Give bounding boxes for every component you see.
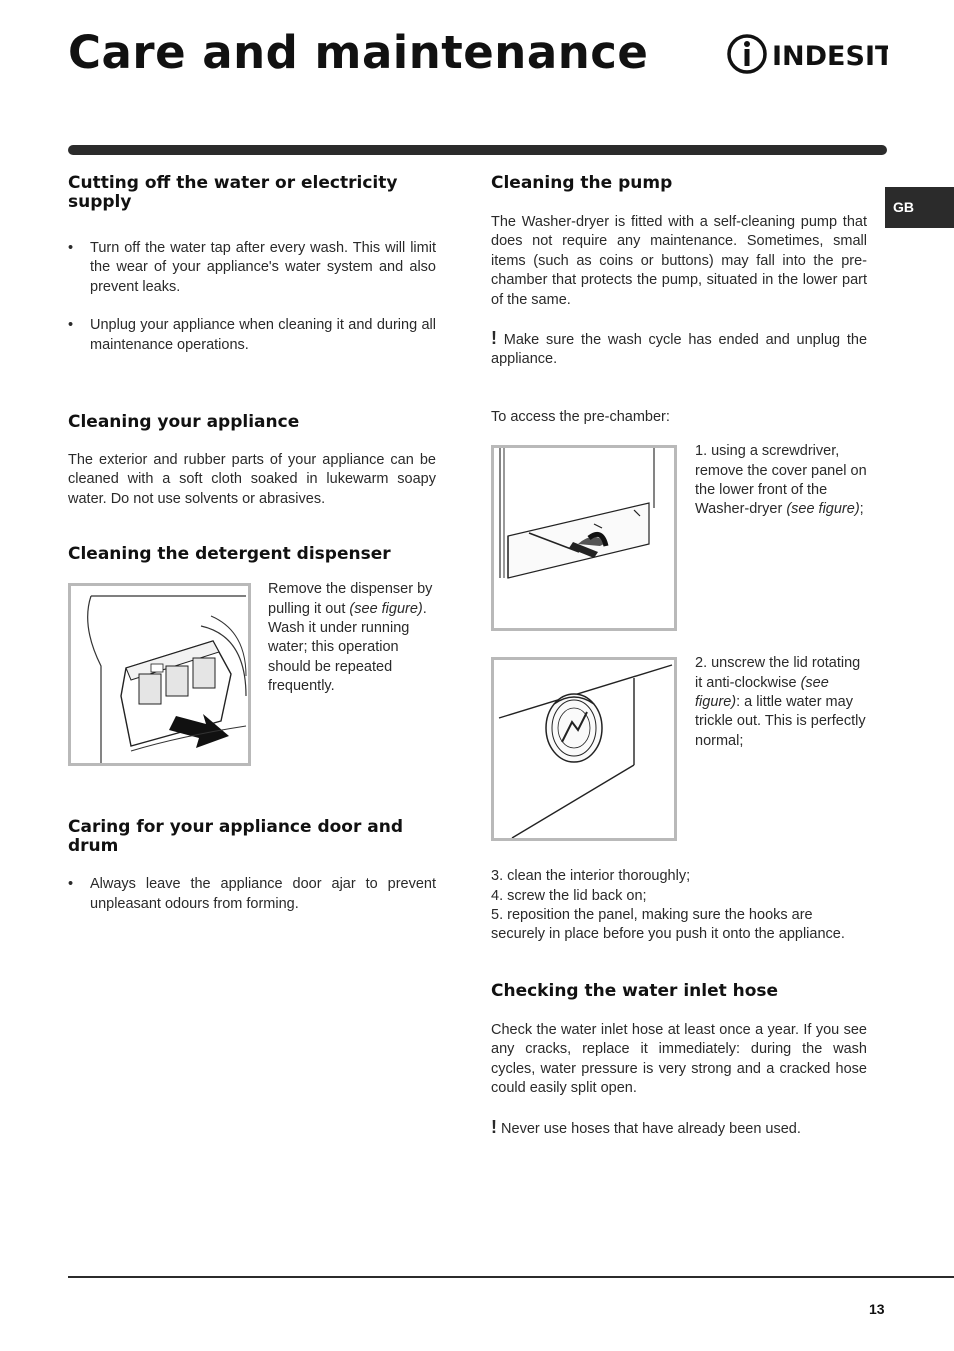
- screwdriver-illustration: [494, 448, 674, 628]
- detergent-text: [268, 580, 436, 696]
- dispenser-figure: [68, 583, 251, 766]
- steps-list: [491, 867, 867, 945]
- lid-illustration: [494, 660, 674, 838]
- detergent-block: [68, 583, 436, 771]
- see-figure-note: (see figure): [695, 674, 829, 711]
- step1-text: 1. using a screwdriver, remove the cover panel on the lower front of the Washer-dryer (see figure);: [695, 443, 867, 518]
- left-column: [68, 174, 436, 914]
- cleaning-appliance-text: The exterior and rubber parts of your appliance can be cleaned with a soft cloth soaked in lukewarm soapy water. Do not use solvents or abrasives.: [68, 452, 436, 507]
- list-item: • Always leave the appliance door ajar to prevent unpleasant odours from forming.: [68, 875, 436, 914]
- heading-cleaning-appliance: Cleaning your appliance: [68, 412, 300, 433]
- step2-text: 2. unscrew the lid rotating it anti-clockwise (see figure): a little water may trickle out. This is perfectly normal;: [695, 655, 866, 749]
- indesit-logo-icon: [726, 32, 888, 76]
- warning-mark: !: [491, 1116, 497, 1137]
- language-tab: GB: [885, 187, 954, 228]
- detergent-text-3: Wash it under running water; this operation should be repeated frequently.: [268, 620, 410, 695]
- list-item: • Unplug your appliance when cleaning it and during all maintenance operations.: [68, 316, 436, 355]
- indesit-logo: [726, 32, 888, 76]
- hose-warning: ! Never use hoses that have already been used.: [491, 1116, 801, 1137]
- list-item: • Turn off the water tap after every wash. This will limit the wear of your appliance's water system and also prevent leaks.: [68, 239, 436, 297]
- page-number: 13: [869, 1301, 885, 1317]
- step1-block: [491, 445, 867, 635]
- step-3: 3. clean the interior thoroughly;: [491, 868, 691, 885]
- heading-cleaning-pump: Cleaning the pump: [491, 173, 673, 193]
- pump-access: To access the pre-chamber:: [491, 408, 670, 425]
- heading-detergent-dispenser: Cleaning the detergent dispenser: [68, 544, 391, 565]
- see-figure-note: (see figure): [349, 600, 423, 617]
- footer-rule: [68, 1276, 954, 1278]
- step2-block: [491, 657, 867, 843]
- hose-text: Check the water inlet hose at least once a year. If you see any cracks, replace it immediately: during the wash cycles, water pressure is very strong and a cracked hose could easily split open.: [491, 1021, 867, 1097]
- detergent-text-1: Remove the dispenser by pulling it out: [268, 581, 433, 617]
- page-title: Care and maintenance: [68, 26, 649, 79]
- cutting-list: [68, 239, 436, 355]
- pump-warning: ! Make sure the wash cycle has ended and unplug the appliance.: [491, 328, 868, 368]
- step-5: 5. reposition the panel, making sure the hooks are securely in place before you push it onto the appliance.: [491, 907, 845, 943]
- see-figure-note: (see figure): [786, 501, 860, 518]
- right-column: [491, 174, 867, 1139]
- heading-cutting-supply: Cutting off the water or electricity supply: [68, 173, 398, 212]
- step-4: 4. screw the lid back on;: [491, 887, 647, 904]
- panel-removal-figure: [491, 445, 677, 631]
- brand-text: INDESIT: [772, 41, 888, 72]
- pump-text: The Washer-dryer is fitted with a self-cleaning pump that does not require any maintenance. Sometimes, small items (such as coins or buttons) may fall into the pre-chamber that protects the pump, situated in the lower part of the same.: [491, 214, 867, 308]
- warning-mark: !: [491, 328, 497, 349]
- detergent-text-2: .: [422, 600, 427, 617]
- door-list: [68, 875, 436, 914]
- heading-door-drum: Caring for your appliance door and drum: [68, 817, 404, 857]
- top-rule: [68, 145, 887, 155]
- dispenser-illustration: [71, 586, 248, 763]
- lid-unscrew-figure: [491, 657, 677, 841]
- heading-inlet-hose: Checking the water inlet hose: [491, 980, 779, 1001]
